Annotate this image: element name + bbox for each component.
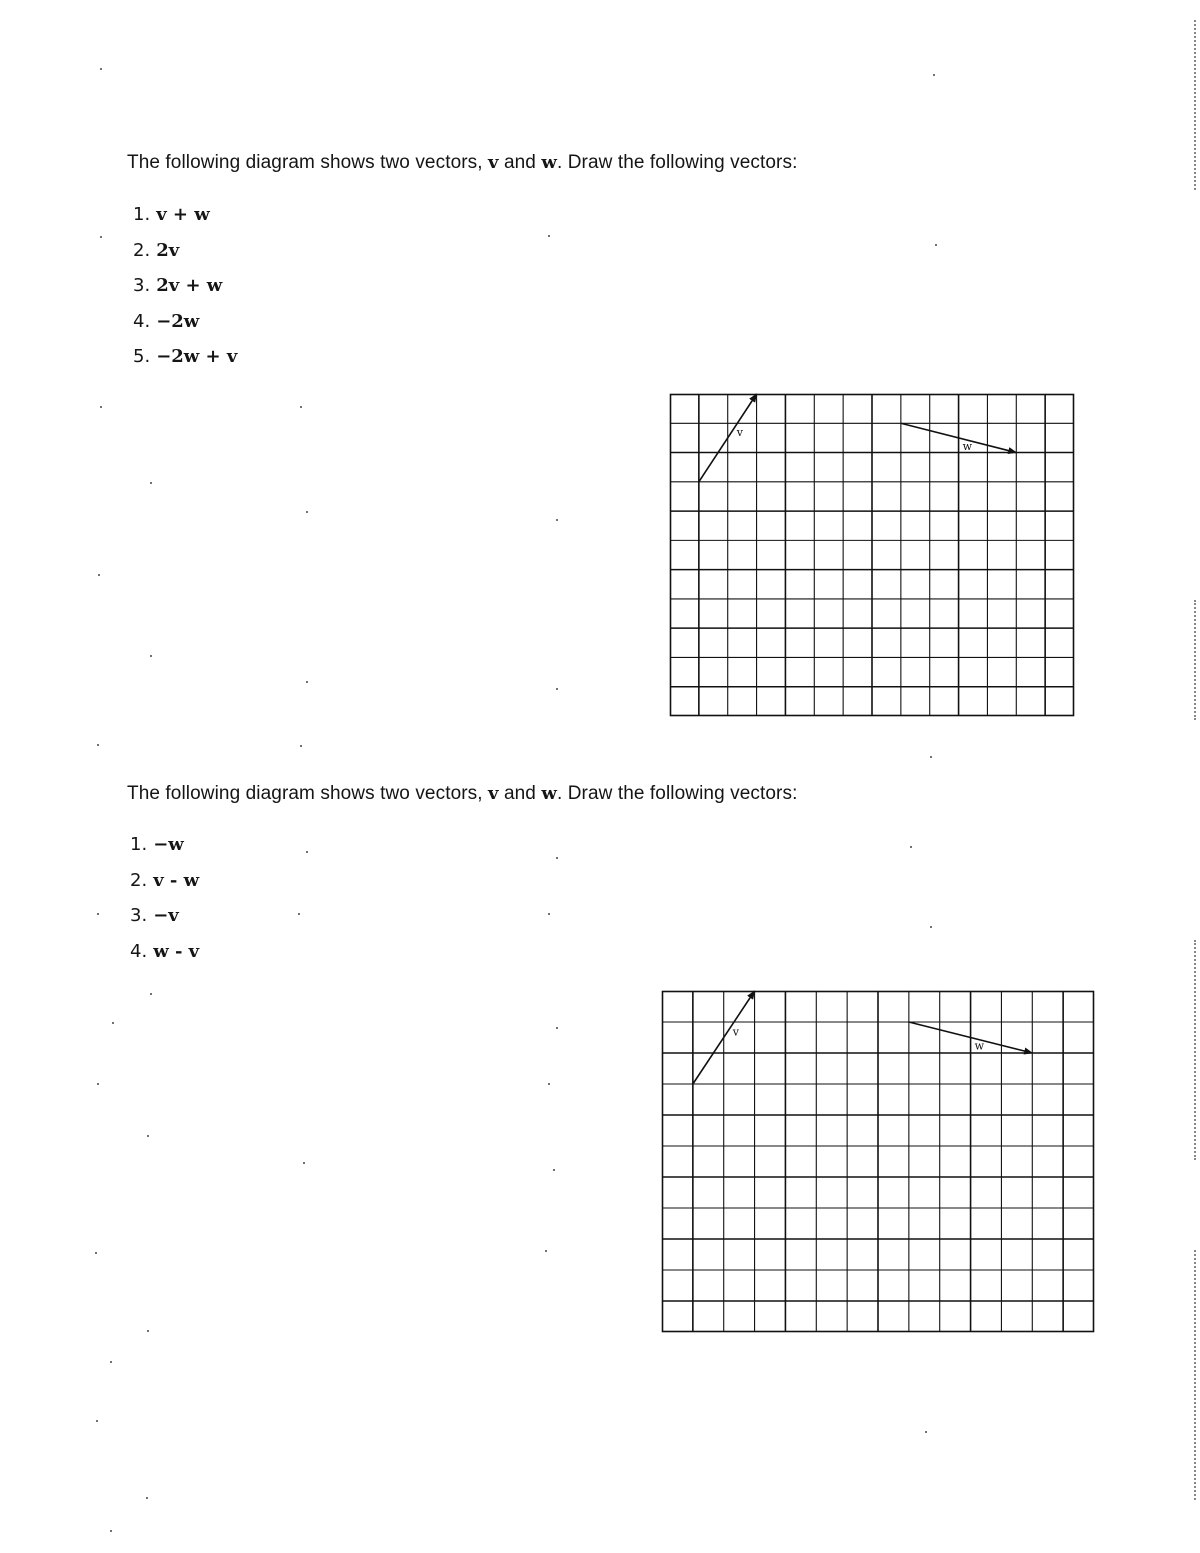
- scan-speck: [300, 406, 302, 408]
- problem-1-instructions: [127, 152, 797, 174]
- scan-speck: [96, 1420, 98, 1422]
- intro-text-2: and: [498, 783, 542, 804]
- scan-speck: [100, 68, 102, 70]
- task-expression: v + w: [156, 204, 210, 225]
- task-expression: 2v: [156, 239, 180, 261]
- task-item: [133, 304, 237, 340]
- scan-speck: [112, 1022, 114, 1024]
- task-expression: 2v + w: [156, 275, 223, 296]
- intro-text-1: The following diagram shows two vectors,: [127, 783, 489, 804]
- scan-edge-marks: [1193, 940, 1196, 1160]
- scan-speck: [548, 235, 550, 237]
- scan-speck: [97, 1083, 99, 1085]
- scan-speck: [298, 913, 300, 915]
- task-number: 2.: [130, 869, 148, 891]
- task-number: 4.: [130, 940, 148, 962]
- task-item: [130, 827, 199, 863]
- scan-speck: [98, 574, 100, 576]
- task-expression: v - w: [153, 869, 200, 891]
- task-expression: w - v: [153, 940, 200, 962]
- task-item: [133, 233, 237, 269]
- scan-speck: [556, 688, 558, 690]
- intro-v: v: [488, 783, 499, 804]
- task-number: 2.: [133, 239, 151, 261]
- vector-w-label: w: [974, 1039, 984, 1053]
- task-number: 3.: [133, 275, 151, 296]
- scan-edge-marks: [1193, 20, 1196, 190]
- scan-speck: [930, 926, 932, 928]
- vector-v-label: v: [736, 425, 743, 439]
- scan-speck: [306, 851, 308, 853]
- problem-1-task-list: [133, 197, 237, 375]
- problem-2-instructions: [127, 783, 797, 805]
- task-item: [133, 268, 237, 304]
- task-number: 1.: [133, 204, 151, 225]
- task-number: 1.: [130, 834, 148, 855]
- scan-speck: [97, 744, 99, 746]
- intro-w: w: [541, 152, 557, 173]
- scan-speck: [933, 74, 935, 76]
- scan-speck: [930, 756, 932, 758]
- scan-speck: [150, 993, 152, 995]
- scan-speck: [150, 655, 152, 657]
- scan-speck: [150, 482, 152, 484]
- task-expression: −v: [153, 905, 179, 926]
- scan-edge-marks: [1193, 1250, 1196, 1500]
- intro-text-3: . Draw the following vectors:: [556, 152, 798, 173]
- intro-text-1: The following diagram shows two vectors,: [127, 152, 489, 173]
- scan-speck: [95, 1252, 97, 1254]
- scan-speck: [303, 1162, 305, 1164]
- task-item: [130, 934, 199, 970]
- scan-speck: [925, 1431, 927, 1433]
- scan-speck: [910, 846, 912, 848]
- scan-speck: [935, 244, 937, 246]
- task-number: 3.: [130, 905, 148, 926]
- scan-speck: [146, 1497, 148, 1499]
- task-expression: −2w: [156, 310, 200, 332]
- task-item: [133, 339, 237, 375]
- vector-grid-1: [670, 394, 1074, 716]
- scan-speck: [147, 1135, 149, 1137]
- task-item: [130, 863, 199, 899]
- scan-speck: [545, 1250, 547, 1252]
- scan-speck: [147, 1330, 149, 1332]
- problem-2-task-list: [130, 827, 199, 969]
- scan-speck: [556, 519, 558, 521]
- scan-speck: [556, 857, 558, 859]
- task-item: [130, 898, 199, 934]
- intro-w: w: [541, 783, 557, 804]
- scan-speck: [97, 913, 99, 915]
- scan-speck: [100, 236, 102, 238]
- scan-speck: [100, 406, 102, 408]
- scan-speck: [306, 511, 308, 513]
- scan-speck: [548, 913, 550, 915]
- scan-speck: [110, 1530, 112, 1532]
- task-expression: −w: [153, 834, 184, 855]
- scan-speck: [110, 1361, 112, 1363]
- task-item: [133, 197, 237, 233]
- scan-speck: [300, 745, 302, 747]
- vector-grid-2: [662, 991, 1094, 1332]
- scan-speck: [553, 1169, 555, 1171]
- scan-speck: [306, 681, 308, 683]
- intro-text-2: and: [498, 152, 542, 173]
- task-number: 4.: [133, 310, 151, 332]
- intro-text-3: . Draw the following vectors:: [556, 783, 798, 804]
- vector-v-label: v: [732, 1025, 739, 1039]
- scan-speck: [548, 1083, 550, 1085]
- scan-edge-marks: [1193, 600, 1196, 720]
- task-number: 5.: [133, 346, 151, 367]
- task-expression: −2w + v: [156, 346, 238, 367]
- vector-w-label: w: [962, 439, 972, 453]
- intro-v: v: [488, 152, 499, 173]
- scan-speck: [556, 1027, 558, 1029]
